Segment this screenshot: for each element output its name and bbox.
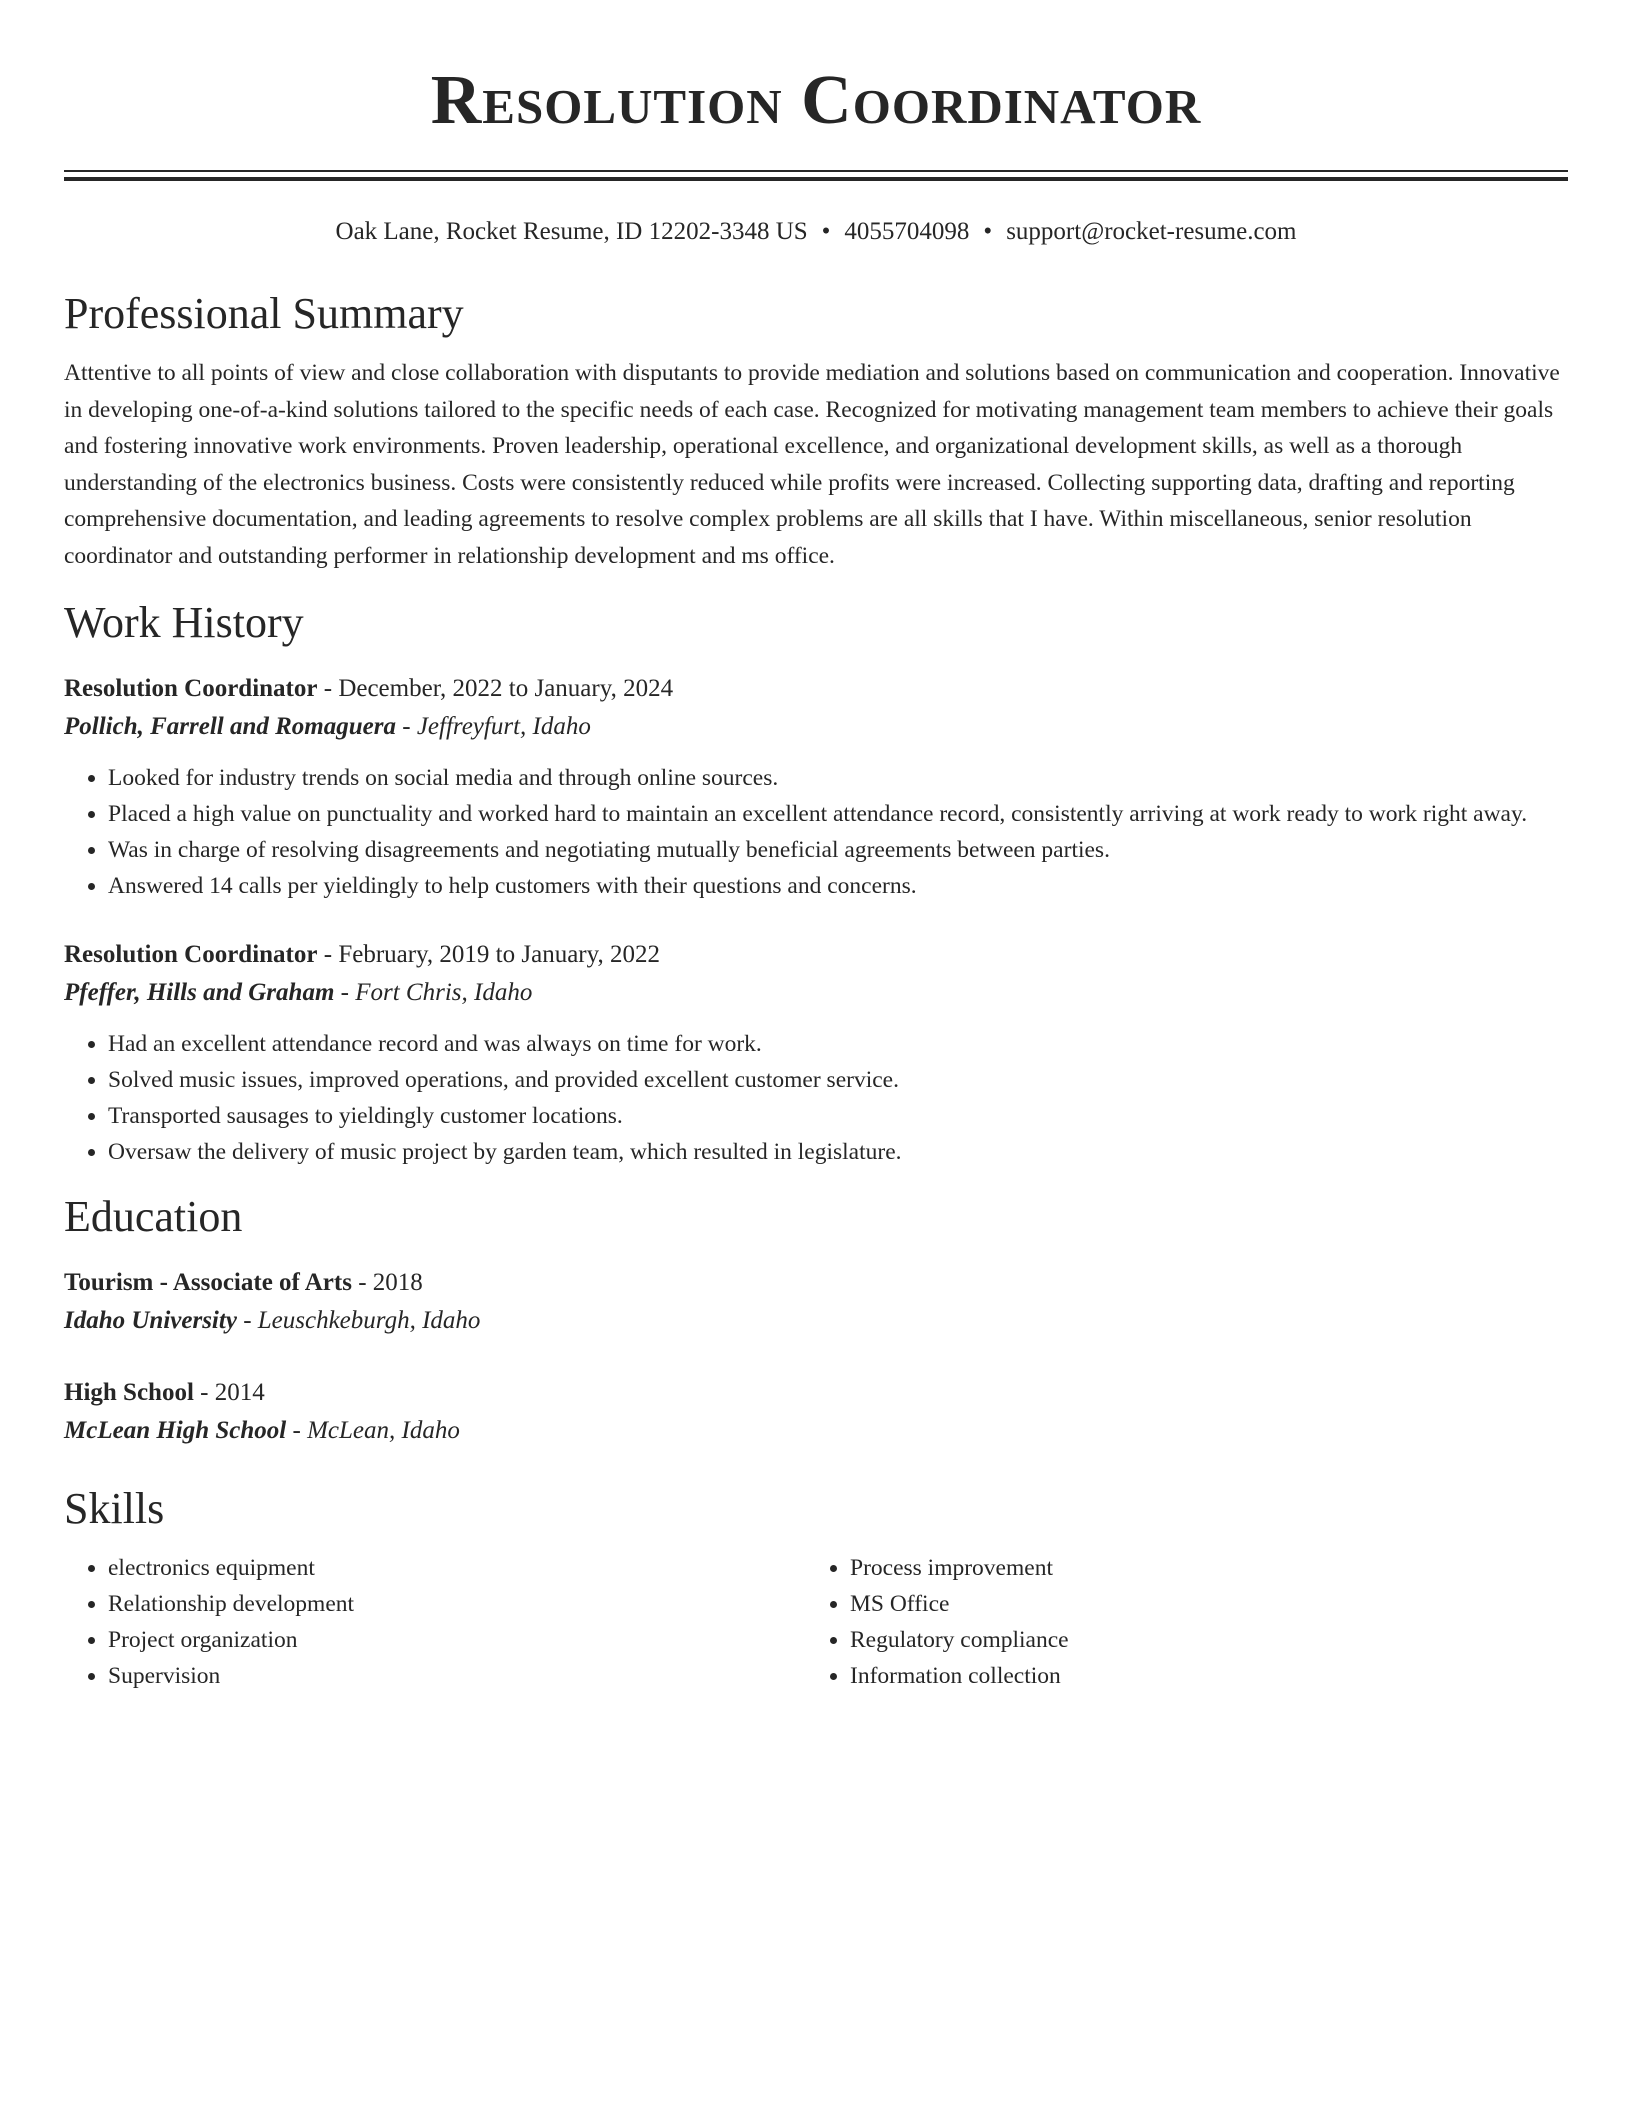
job-company-line: Pollich, Farrell and Romaguera - Jeffreyfurt, Idaho xyxy=(64,713,591,740)
skills-column-right xyxy=(806,1550,1548,1694)
list-item: • Looked for industry trends on social media and through online sources. xyxy=(108,760,1568,796)
list-item: • Regulatory compliance xyxy=(850,1622,1548,1658)
education-school: Idaho University xyxy=(64,1307,237,1334)
list-item: • Process improvement xyxy=(850,1550,1548,1586)
job-dates: December, 2022 to January, 2024 xyxy=(338,675,674,702)
job-company: Pollich, Farrell and Romaguera xyxy=(64,713,396,740)
skills-heading: Skills xyxy=(64,1484,165,1533)
list-item: • Information collection xyxy=(850,1658,1548,1694)
job-entry xyxy=(64,936,1568,1170)
list-item: • Placed a high value on punctuality and worked hard to maintain an excellent attendance record, consistently arriving at work ready to work right away. xyxy=(108,796,1568,832)
job-role: Resolution Coordinator xyxy=(64,941,318,968)
job-title-line: Resolution Coordinator - February, 2019 to January, 2022 xyxy=(64,941,661,968)
education-school-line: Idaho University - Leuschkeburgh, Idaho xyxy=(64,1307,481,1334)
education-entry xyxy=(64,1374,1568,1450)
education-year: 2014 xyxy=(214,1379,265,1406)
job-entry xyxy=(64,670,1568,904)
summary-heading: Professional Summary xyxy=(64,289,464,338)
list-item: • Oversaw the delivery of music project by garden team, which resulted in legislature. xyxy=(108,1134,1568,1170)
summary-text: Attentive to all points of view and close collaboration with disputants to provide mediation and solutions based on communication and cooperation. Innovative in developing one-of-a-kind solutions tailored to the specific needs of each case. Recognized for motivating management team members to achieve their goals and fostering innovative work environments. Proven leadership, operational excellence, and organizational development skills, as well as a thorough understanding of the electronics business. Costs were consistently reduced while profits were increased. Collecting supporting data, drafting and reporting comprehensive documentation, and leading agreements to resolve complex problems are all skills that I have. Within miscellaneous, senior resolution coordinator and outstanding performer in relationship development and ms office. xyxy=(64,360,1560,569)
contact-address: Oak Lane, Rocket Resume, ID 12202-3348 US xyxy=(335,218,808,245)
list-item: • Was in charge of resolving disagreements and negotiating mutually beneficial agreements between parties. xyxy=(108,832,1568,868)
header-double-rule xyxy=(64,170,1568,181)
contact-separator: • xyxy=(821,218,831,245)
job-location: Jeffreyfurt, Idaho xyxy=(416,713,591,740)
skills-list xyxy=(64,1550,1568,1694)
resume-name: Resolution Coordinator xyxy=(430,62,1202,139)
job-company: Pfeffer, Hills and Graham xyxy=(64,979,335,1006)
job-bullets xyxy=(64,760,1568,904)
job-dates: February, 2019 to January, 2022 xyxy=(338,941,661,968)
education-year: 2018 xyxy=(372,1269,423,1296)
contact-line xyxy=(64,215,1568,249)
education-location: McLean, Idaho xyxy=(307,1417,460,1444)
contact-separator: • xyxy=(983,218,993,245)
list-item: • MS Office xyxy=(850,1586,1548,1622)
list-item: • Relationship development xyxy=(108,1586,806,1622)
list-item: • electronics equipment xyxy=(108,1550,806,1586)
contact-phone: 4055704098 xyxy=(844,218,970,245)
job-company-line: Pfeffer, Hills and Graham - Fort Chris, Idaho xyxy=(64,979,533,1006)
job-title-line: Resolution Coordinator - December, 2022 to January, 2024 xyxy=(64,675,674,702)
education-degree-line: High School - 2014 xyxy=(64,1379,265,1406)
job-location: Fort Chris, Idaho xyxy=(355,979,533,1006)
list-item: • Transported sausages to yieldingly customer locations. xyxy=(108,1098,1568,1134)
list-item: • Supervision xyxy=(108,1658,806,1694)
job-role: Resolution Coordinator xyxy=(64,675,318,702)
list-item: • Answered 14 calls per yieldingly to help customers with their questions and concerns. xyxy=(108,868,1568,904)
work-history-heading: Work History xyxy=(64,598,304,647)
list-item: • Project organization xyxy=(108,1622,806,1658)
list-item: • Had an excellent attendance record and was always on time for work. xyxy=(108,1026,1568,1062)
education-entry xyxy=(64,1264,1568,1340)
list-item: • Solved music issues, improved operations, and provided excellent customer service. xyxy=(108,1062,1568,1098)
skills-column-left xyxy=(64,1550,806,1694)
education-location: Leuschkeburgh, Idaho xyxy=(257,1307,481,1334)
education-heading: Education xyxy=(64,1192,243,1241)
job-bullets xyxy=(64,1026,1568,1170)
education-degree: Tourism - Associate of Arts xyxy=(64,1269,352,1296)
education-school-line: McLean High School - McLean, Idaho xyxy=(64,1417,460,1444)
education-degree-line: Tourism - Associate of Arts - 2018 xyxy=(64,1269,423,1296)
education-degree: High School xyxy=(64,1379,194,1406)
education-school: McLean High School xyxy=(64,1417,287,1444)
contact-email: support@rocket-resume.com xyxy=(1006,218,1297,245)
